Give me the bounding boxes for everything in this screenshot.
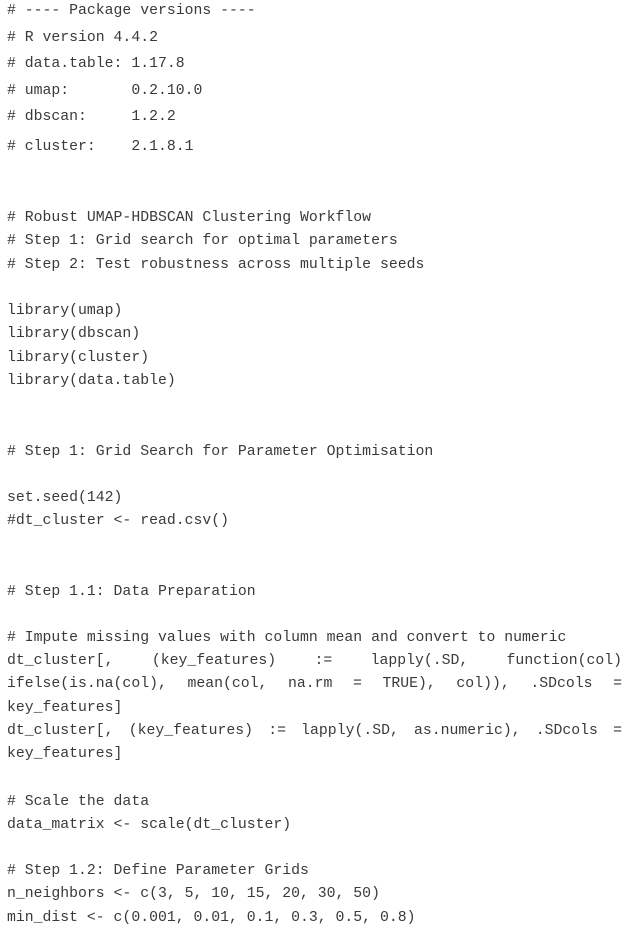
comment-step1-header: # Step 1: Grid Search for Parameter Optimisation [7,444,434,460]
comment-package-versions-header: # ---- Package versions ---- [7,3,256,19]
code-library-dbscan: library(dbscan) [7,326,141,342]
comment-umap-version: # umap: 0.2.10.0 [7,83,203,99]
comment-impute: # Impute missing values with column mean and convert to numeric [7,630,567,646]
comment-workflow-step2: # Step 2: Test robustness across multiple seeds [7,257,425,273]
comment-step1-1-header: # Step 1.1: Data Preparation [7,584,256,600]
comment-read-csv: #dt_cluster <- read.csv() [7,513,229,529]
comment-scale: # Scale the data [7,794,150,810]
comment-parameter-grids: # Step 1.2: Define Parameter Grids [7,863,309,879]
code-library-umap: library(umap) [7,303,123,319]
comment-cluster-version: # cluster: 2.1.8.1 [7,139,194,155]
code-min-dist: min_dist <- c(0.001, 0.01, 0.1, 0.3, 0.5, 0.8) [7,910,416,926]
comment-workflow-title: # Robust UMAP-HDBSCAN Clustering Workflow [7,210,372,226]
code-library-cluster: library(cluster) [7,350,150,366]
code-set-seed: set.seed(142) [7,490,123,506]
comment-dbscan-version: # dbscan: 1.2.2 [7,109,176,125]
code-n-neighbors: n_neighbors <- c(3, 5, 10, 15, 20, 30, 50) [7,886,380,902]
comment-r-version: # R version 4.4.2 [7,30,158,46]
code-library-data-table: library(data.table) [7,373,176,389]
comment-workflow-step1: # Step 1: Grid search for optimal parameters [7,233,398,249]
comment-data-table-version: # data.table: 1.17.8 [7,56,185,72]
code-scale-statement: data_matrix <- scale(dt_cluster) [7,817,292,833]
code-impute-statement: dt_cluster[, (key_features) := lapply(.SD, function(col) ifelse(is.na(col), mean(col, na.rm = TRUE), col)), .SDcols = key_features] [7,653,622,716]
code-as-numeric-statement: dt_cluster[, (key_features) := lapply(.SD, as.numeric), .SDcols = key_features] [7,723,622,763]
